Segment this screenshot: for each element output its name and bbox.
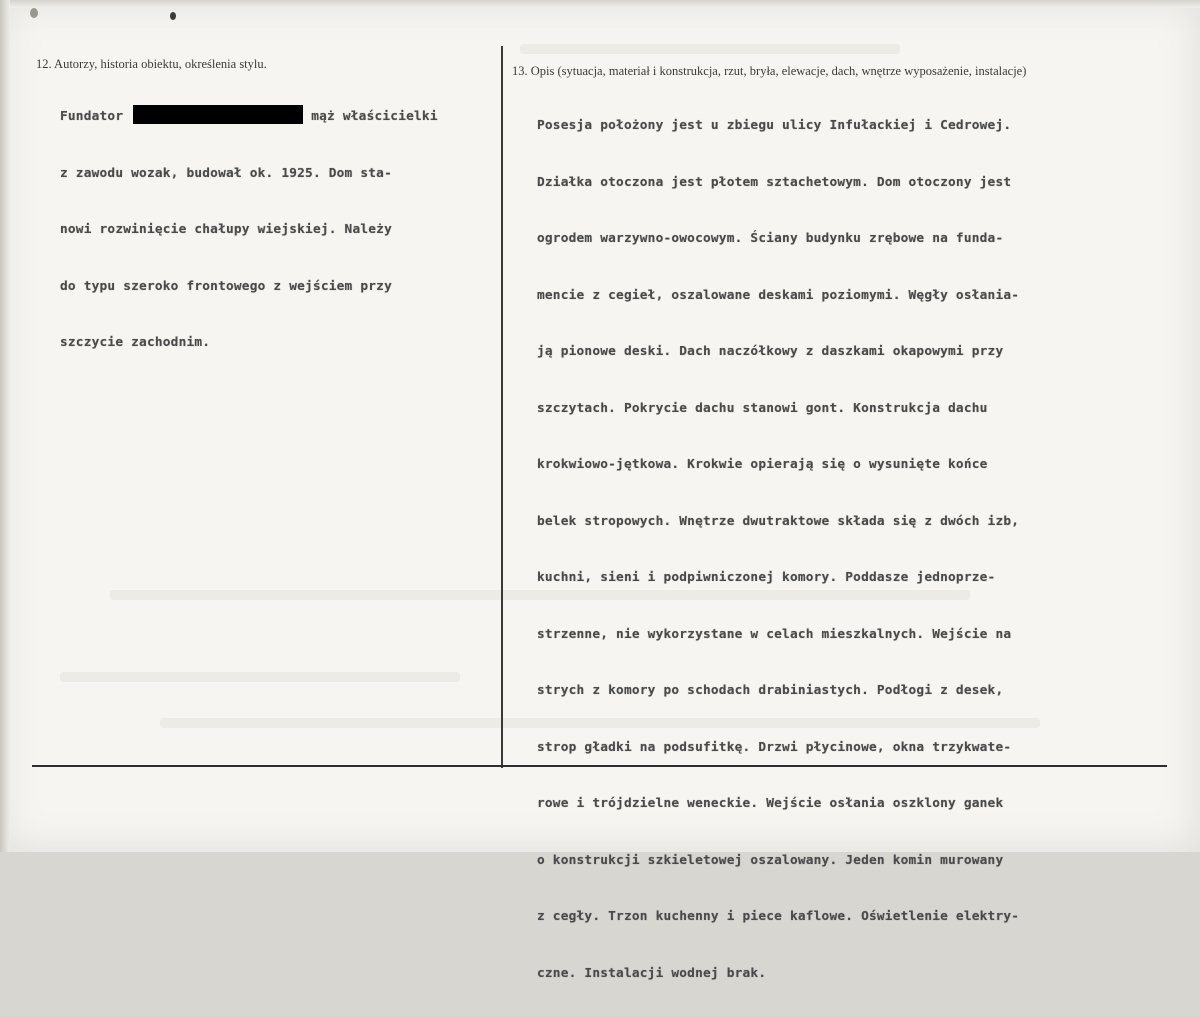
field-12-label: 12. Autorzy, historia obiektu, określenia stylu. — [36, 57, 267, 71]
field-13-line: rowe i trójdzielne weneckie. Wejście osłania oszklony ganek — [537, 796, 1004, 811]
field-13-line: strzenne, nie wykorzystane w celach mieszkalnych. Wejście na — [537, 626, 1012, 642]
field-13-line: strych z komory po schodach drabiniastych. Podłogi z desek, — [537, 683, 1004, 698]
field-13-text — [537, 83, 1019, 1017]
field-13-line: strop gładki na podsufitkę. Drzwi płycinowe, okna trzykwate- — [537, 739, 1012, 755]
field-13-line: ją pionowe deski. Dach naczółkowy z daszkami okapowymi przy — [537, 344, 1004, 359]
field-13-line: o konstrukcji szkieletowej oszalowany. Jeden komin murowany — [537, 852, 1004, 868]
field-13-line: Działka otoczona jest płotem sztachetowym. Dom otoczony jest — [537, 174, 1012, 190]
field-13-line: czne. Instalacji wodnej brak. — [537, 965, 767, 981]
founder-relation: mąż właścicielki — [311, 109, 438, 124]
bleed-through-mark — [520, 44, 900, 54]
field-13-line: kuchni, sieni i podpiwniczonej komory. Poddasze jednoprze- — [537, 570, 996, 585]
field-12-text — [60, 74, 438, 387]
field-12-line: nowi rozwinięcie chałupy wiejskiej. Należy — [60, 222, 392, 237]
field-13-line: szczytach. Pokrycie dachu stanowi gont. Konstrukcja dachu — [537, 400, 988, 416]
redacted-name — [133, 105, 303, 124]
bleed-through-mark — [60, 672, 460, 682]
founder-label: Fundator — [60, 109, 124, 124]
field-12-line: z zawodu wozak, budował ok. 1925. Dom sta- — [60, 165, 392, 181]
field-13-line: z cegły. Trzon kuchenny i piece kaflowe. Oświetlenie elektry- — [537, 909, 1020, 924]
paper-top-edge — [0, 0, 1200, 8]
field-13-line: krokwiowo-jętkowa. Krokwie opierają się o wysunięte końce — [537, 457, 988, 472]
field-13-line: mencie z cegieł, oszalowane deskami poziomymi. Węgły osłania- — [537, 287, 1020, 303]
field-13-label: 13. Opis (sytuacja, materiał i konstrukcja, rzut, bryła, elewacje, dach, wnętrze wyposażenie, instalacje) — [512, 64, 1027, 78]
field-12-line — [60, 104, 438, 131]
field-12-line: do typu szeroko frontowego z wejściem przy — [60, 278, 392, 294]
field-13-line: ogrodem warzywno-owocowym. Ściany budynku zrębowe na funda- — [537, 231, 1004, 246]
field-13-line: Posesja położony jest u zbiegu ulicy Infułackiej i Cedrowej. — [537, 118, 1012, 133]
ink-spot — [170, 12, 176, 20]
field-13-line: belek stropowych. Wnętrze dwutraktowe składa się z dwóch izb, — [537, 513, 1020, 529]
paper-left-edge — [0, 0, 10, 852]
column-divider — [501, 46, 503, 768]
field-12-line: szczycie zachodnim. — [60, 335, 211, 350]
paper-mark — [30, 8, 38, 18]
